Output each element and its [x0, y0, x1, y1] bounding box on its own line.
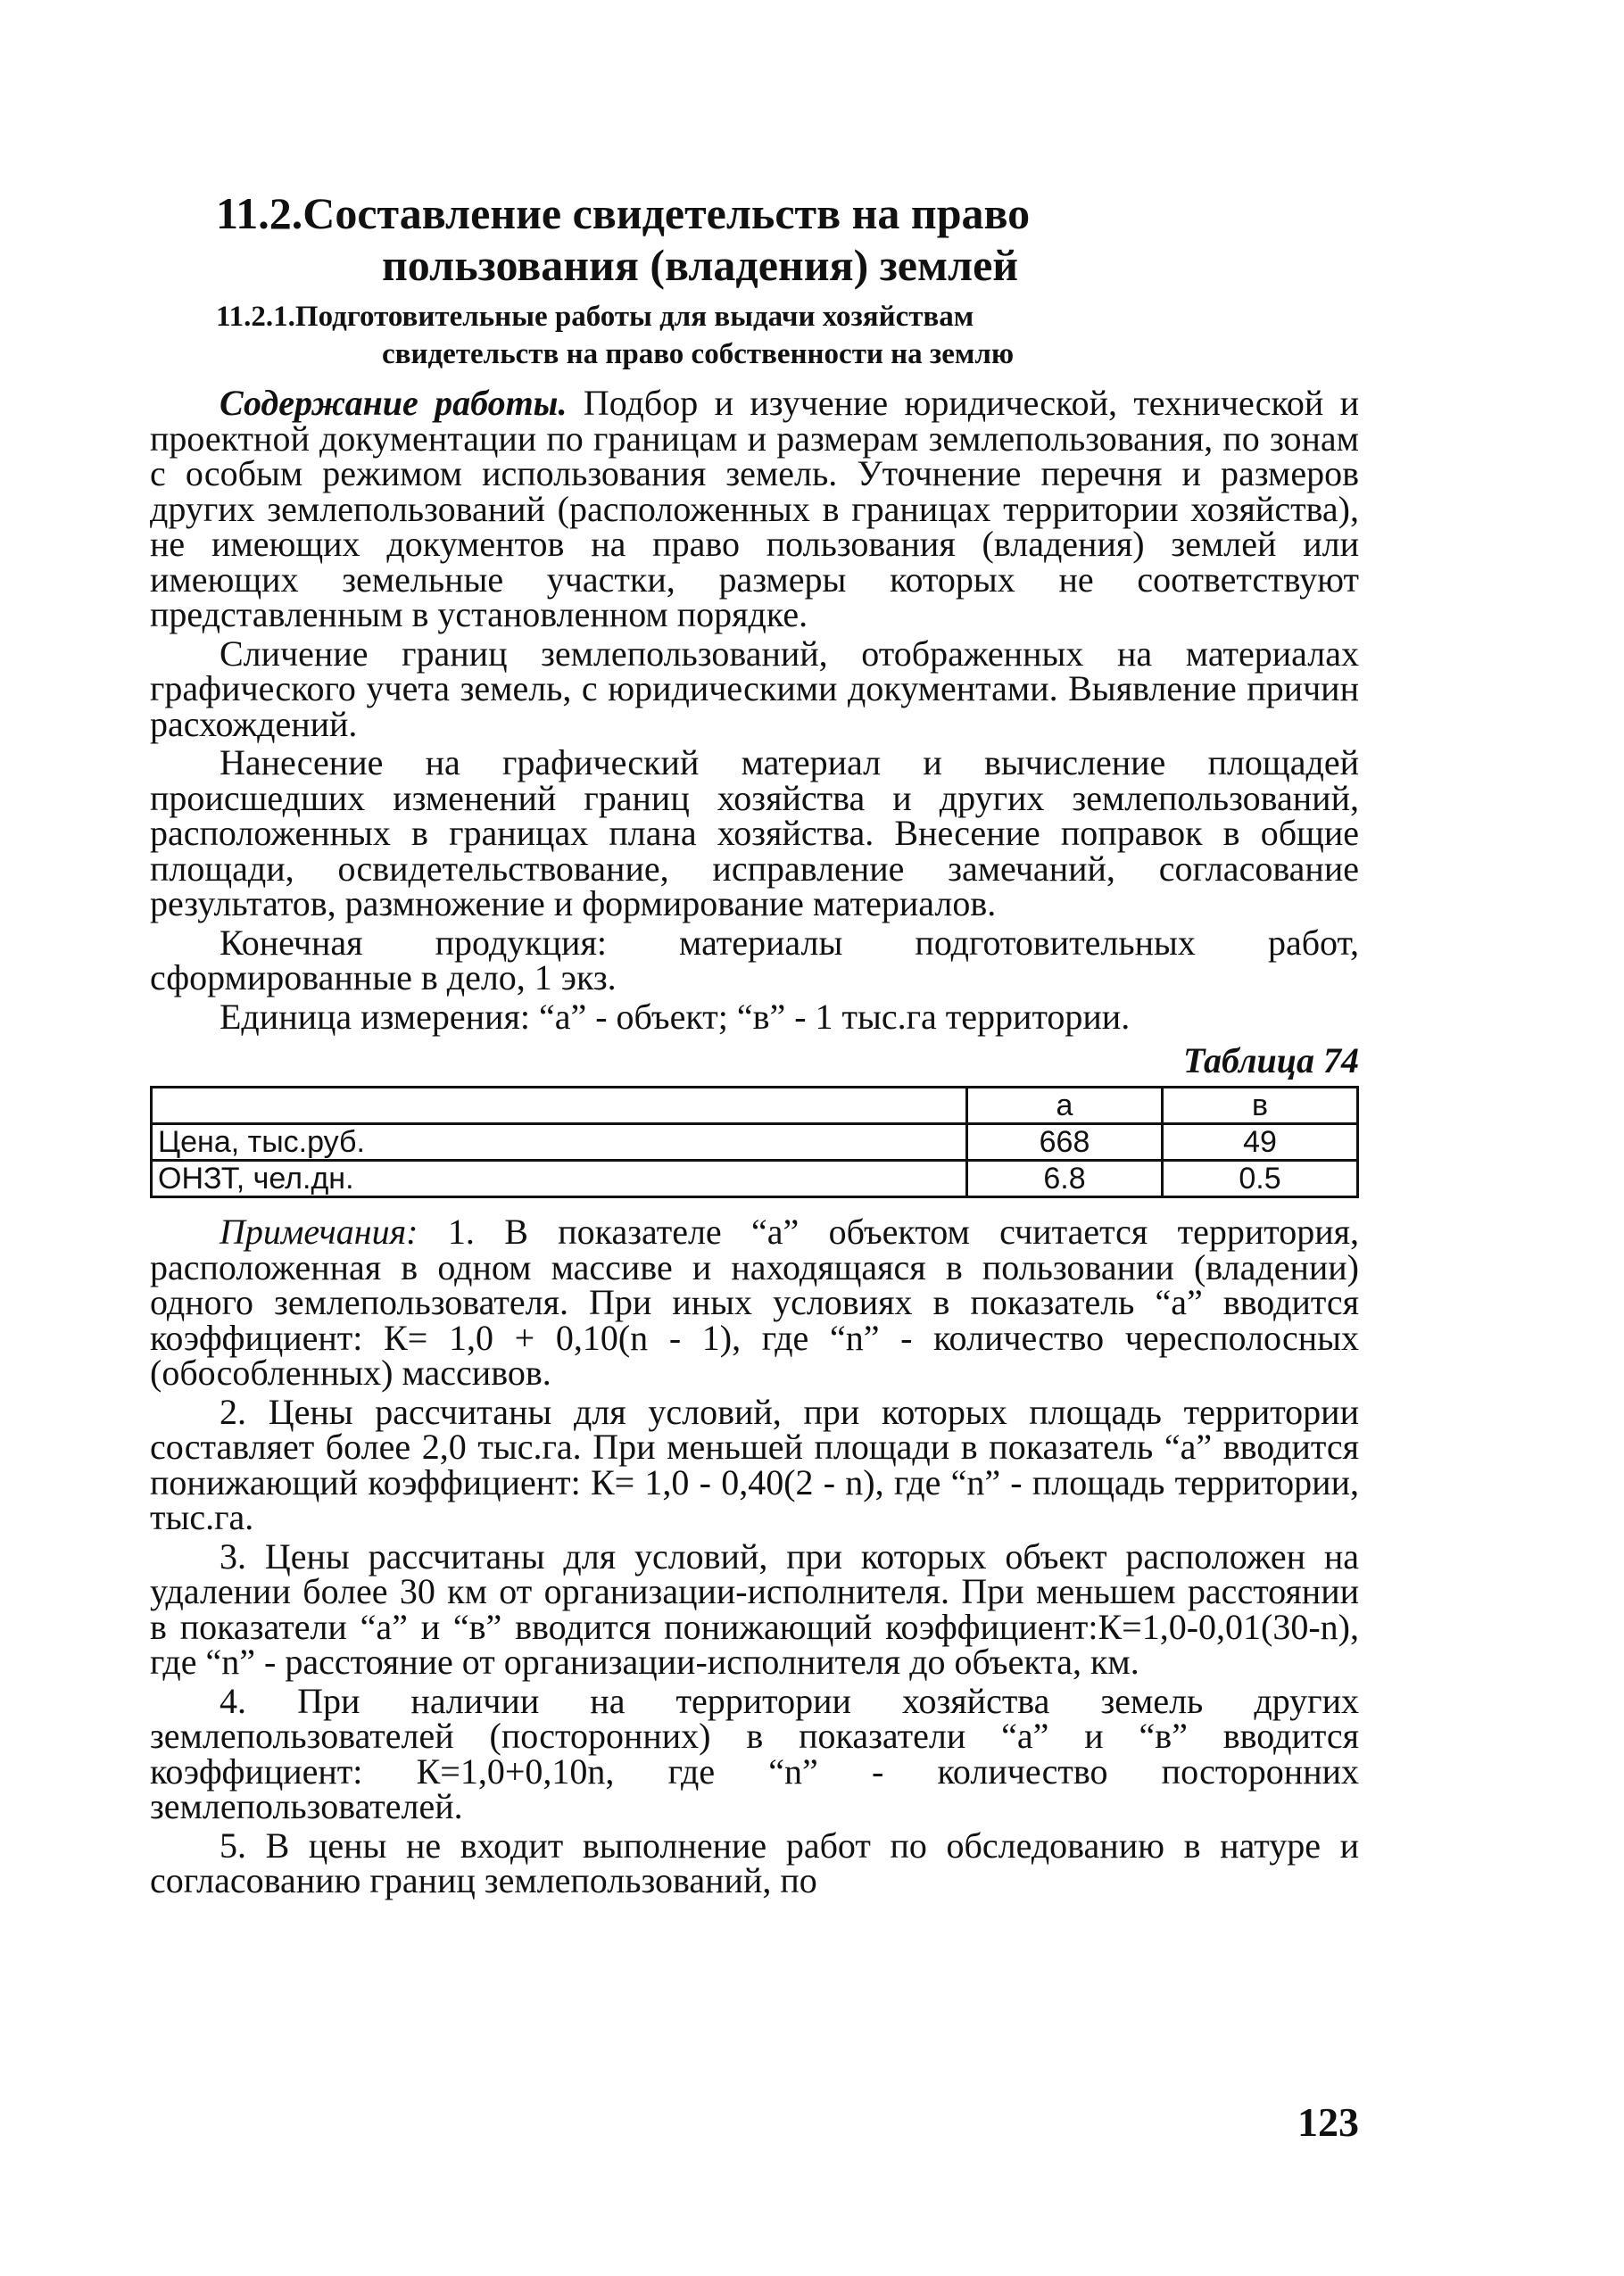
page-number: 123	[1297, 2099, 1359, 2145]
section-title-line2: пользования (владения) землей	[382, 240, 1019, 290]
price-table	[150, 1086, 1359, 1198]
table-caption: Таблица 74	[1183, 1040, 1359, 1080]
paragraph-work-content	[150, 385, 1359, 633]
subsection-title-line1: 11.2.1.Подготовительные работы для выдачи хозяйствам	[216, 301, 974, 333]
note-3: 3. Цены рассчитаны для условий, при которых объект расположен на удалении более 30 км от организации-исполнителя. При меньшем расстоянии в показатели “а” и “в” вводится понижающий коэффициент:К=1,0-0,01(30-n), где “n” - расстояние от организации-исполнителя до объекта, км.	[150, 1535, 1359, 1682]
paragraph-comparison: Сличение границ землепользований, отображенных на материалах графического учета земель, с юридическими документами. Выявление причин расхождений.	[150, 633, 1359, 744]
paragraph-text: Подбор и изучение юридической, технической и проектной документации по границам и размерам землепользования, по зонам с особым режимом использования земель. Уточнение перечня и размеров других землепользований (расположенных в границах территории хозяйства), не имеющих документов на право пользования (владения) землей или имеющих земельные участки, размеры которых не соответствуют представленным в установленном порядке.	[150, 383, 1360, 634]
table-header-a: а	[967, 1088, 1163, 1124]
note-5: 5. В цены не входит выполнение работ по обследованию в натуре и согласованию границ землепользований, по	[150, 1825, 1359, 1900]
paragraph-unit: Единица измерения: “а” - объект; “в” - 1 тыс.га территории.	[220, 996, 1131, 1037]
table-cell-label: ОНЗТ, чел.дн.	[152, 1161, 967, 1197]
paragraph-final-product: Конечная продукция: материалы подготовительных работ, сформированные в дело, 1 экз.	[150, 922, 1359, 997]
subsection-title	[150, 298, 1359, 373]
table-header-b: в	[1163, 1088, 1358, 1124]
subsection-title-line2: свидетельств на право собственности на землю	[382, 338, 1015, 370]
table-cell-b: 0.5	[1163, 1161, 1358, 1197]
table-header-empty	[152, 1088, 967, 1124]
section-title	[150, 187, 1359, 291]
page-body	[150, 187, 1359, 1902]
note-1	[150, 1214, 1359, 1391]
table-header-row	[152, 1088, 1358, 1124]
note-4: 4. При наличии на территории хозяйства земель других землепользователей (посторонних) в показатели “а” и “в” вводится коэффициент: К=1,0+0,10n, где “n” - количество посторонних землепользователей.	[150, 1680, 1359, 1826]
table-cell-a: 6.8	[967, 1161, 1163, 1197]
table-row	[152, 1124, 1358, 1161]
notes-section	[150, 1214, 1359, 1899]
table-row	[152, 1161, 1358, 1197]
section-title-line1: 11.2.Составление свидетельств на право	[216, 188, 1031, 238]
work-content-label: Содержание работы.	[220, 383, 568, 423]
table-cell-label: Цена, тыс.руб.	[152, 1124, 967, 1161]
notes-label: Примечания:	[220, 1212, 418, 1252]
note-2: 2. Цены рассчитаны для условий, при которых площадь территории составляет более 2,0 тыс.га. При меньшей площади в показатель “а” вводится понижающий коэффициент: К= 1,0 - 0,40(2 - n), где “n” - площадь территории, тыс.га.	[150, 1391, 1359, 1537]
note-1-text: 1. В показателе “а” объектом считается территория, расположенная в одном массиве и находящаяся в пользовании (владении) одного землепользователя. При иных условиях в показатель “а” вводится коэффициент: К= 1,0 + 0,10(n - 1), где “n” - количество чересполосных (обособленных) массивов.	[150, 1212, 1360, 1393]
table-cell-a: 668	[967, 1124, 1163, 1161]
paragraph-mapping: Нанесение на графический материал и вычисление площадей происшедших изменений границ хозяйства и других землепользований, расположенных в границах плана хозяйства. Внесение поправок в общие площади, освидетельствование, исправление замечаний, согласование результатов, размножение и формирование материалов.	[150, 742, 1359, 923]
table-cell-b: 49	[1163, 1124, 1358, 1161]
